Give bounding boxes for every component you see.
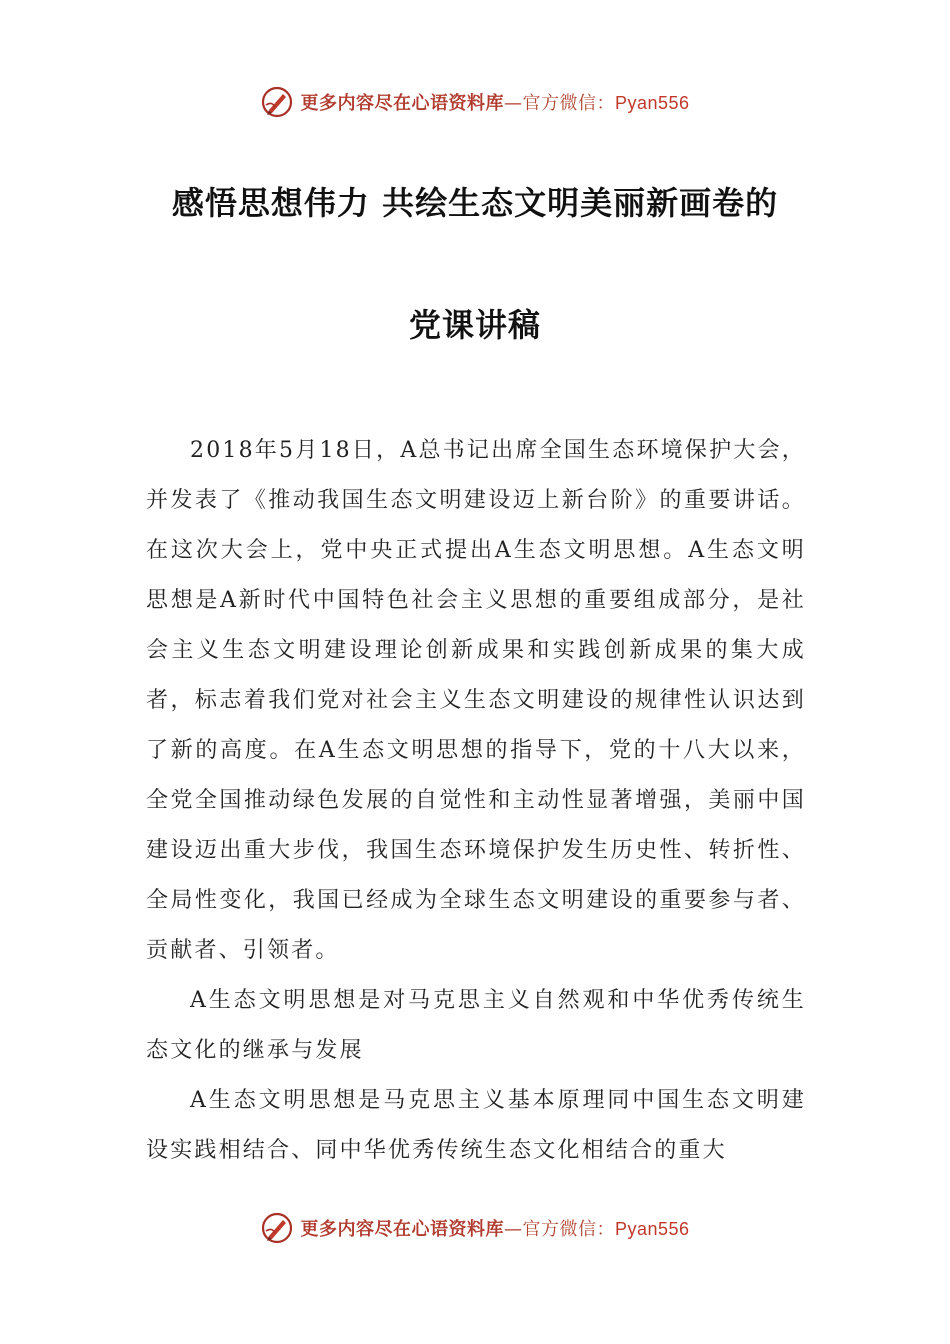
watermark-prefix: 更多内容尽在心语资料库 — [300, 1219, 504, 1240]
watermark-wechat-id: Pyan556 — [614, 1219, 690, 1239]
document-title-line-1: 感悟思想伟力 共绘生态文明美丽新画卷的 — [171, 184, 779, 222]
watermark-wechat-id: Pyan556 — [614, 93, 690, 113]
header-watermark — [0, 80, 950, 124]
body-paragraph-1: 2018年5月18日，A总书记出席全国生态环境保护大会，并发表了《推动我国生态文明建设迈上新台阶》的重要讲话。在这次大会上，党中央正式提出A生态文明思想。A生态文明思想是A新时代中国特色社会主义思想的重要组成部分，是社会主义生态文明建设理论创新成果和实践创新成果的集大成者，标志着我们党对社会主义生态文明建设的规律性认识达到了新的高度。在A生态文明思想的指导下，党的十八大以来，全党全国推动绿色发展的自觉性和主动性显著增强，美丽中国建设迈出重大步伐，我国生态环境保护发生历史性、转折性、全局性变化，我国已经成为全球生态文明建设的重要参与者、贡献者、引领者。 — [146, 438, 806, 963]
document-body — [146, 426, 806, 1176]
watermark-separator: — — [503, 93, 523, 114]
pen-logo-icon — [260, 85, 294, 119]
watermark-text — [300, 89, 689, 115]
watermark-wechat-label: 官方微信： — [522, 1219, 615, 1240]
body-paragraph-2: A生态文明思想是对马克思主义自然观和中华优秀传统生态文化的继承与发展 — [146, 988, 806, 1063]
watermark-separator: — — [503, 1219, 523, 1240]
watermark-prefix: 更多内容尽在心语资料库 — [300, 93, 504, 114]
footer-watermark — [0, 1206, 950, 1250]
body-paragraph-3: A生态文明思想是马克思主义基本原理同中国生态文明建设实践相结合、同中华优秀传统生态文化相结合的重大 — [146, 1088, 806, 1163]
watermark-text — [300, 1215, 689, 1241]
watermark-wechat-label: 官方微信： — [522, 93, 615, 114]
pen-logo-icon — [260, 1211, 294, 1245]
document-title-line-2: 党课讲稿 — [408, 306, 541, 344]
